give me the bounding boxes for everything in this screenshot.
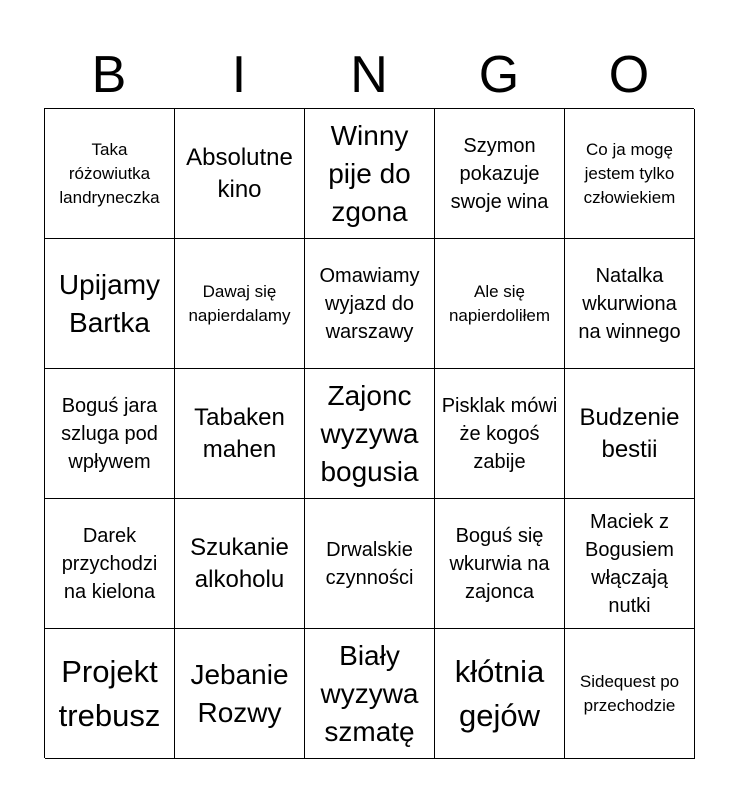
cell-text: Winny pije do zgona [328, 119, 411, 227]
cell-text: Jebanie Rozwy [190, 658, 289, 728]
bingo-cell[interactable] [565, 369, 695, 499]
bingo-cell[interactable] [175, 109, 305, 239]
cell-text: Co ja mogę jestem tylko człowiekiem [583, 139, 676, 207]
header-letter-n: N [350, 46, 388, 104]
cell-text: Boguś jara szluga pod wpływem [61, 394, 158, 473]
bingo-cell[interactable] [565, 499, 695, 629]
bingo-cell[interactable] [175, 239, 305, 369]
bingo-cell[interactable] [435, 239, 565, 369]
bingo-cell[interactable] [45, 109, 175, 239]
cell-text: Omawiamy wyjazd do warszawy [319, 264, 420, 343]
cell-text: Zajonc wyzywa bogusia [320, 379, 419, 487]
bingo-cell[interactable] [565, 109, 695, 239]
cell-text: Projekt trebusz [58, 653, 161, 733]
bingo-cell[interactable] [45, 629, 175, 759]
bingo-cell[interactable] [45, 369, 175, 499]
bingo-cell[interactable] [435, 369, 565, 499]
cell-text: Biały wyzywa szmatę [320, 639, 419, 747]
cell-text: Maciek z Bogusiem włączają nutki [585, 510, 674, 617]
bingo-cell[interactable] [305, 629, 435, 759]
bingo-header [44, 42, 694, 108]
bingo-cell[interactable] [305, 499, 435, 629]
bingo-cell[interactable] [305, 239, 435, 369]
cell-text: Sidequest po przechodzie [579, 671, 680, 715]
cell-text: kłótnia gejów [454, 653, 545, 733]
bingo-cell[interactable] [175, 369, 305, 499]
header-letter-g: G [478, 46, 520, 104]
cell-text: Upijamy Bartka [58, 268, 161, 338]
cell-text: Budzenie bestii [579, 403, 680, 463]
bingo-cell[interactable] [435, 499, 565, 629]
bingo-grid [44, 108, 694, 758]
cell-text: Darek przychodzi na kielona [61, 524, 158, 603]
bingo-cell[interactable] [45, 239, 175, 369]
cell-text: Szukanie alkoholu [190, 533, 289, 593]
cell-text: Drwalskie czynności [325, 538, 414, 589]
bingo-cell[interactable] [565, 239, 695, 369]
cell-text: Boguś się wkurwia na zajonca [449, 524, 550, 603]
bingo-cell[interactable] [435, 629, 565, 759]
bingo-cell[interactable] [175, 499, 305, 629]
header-letter-b: B [91, 46, 127, 104]
bingo-cell[interactable] [565, 629, 695, 759]
cell-text: Dawaj się napierdalamy [188, 281, 291, 325]
header-letter-i: I [231, 46, 247, 104]
cell-text: Pisklak mówi że kogoś zabije [441, 394, 558, 473]
bingo-cell[interactable] [175, 629, 305, 759]
cell-text: Ale się napierdoliłem [448, 281, 551, 325]
cell-text: Szymon pokazuje swoje wina [450, 134, 549, 213]
bingo-cell[interactable] [435, 109, 565, 239]
cell-text: Tabaken mahen [194, 403, 285, 463]
header-letter-o: O [608, 46, 650, 104]
bingo-cell[interactable] [305, 369, 435, 499]
bingo-cell[interactable] [45, 499, 175, 629]
cell-text: Taka różowiutka landryneczka [59, 139, 160, 207]
cell-text: Absolutne kino [186, 143, 293, 203]
cell-text: Natalka wkurwiona na winnego [578, 264, 681, 343]
bingo-cell[interactable] [305, 109, 435, 239]
